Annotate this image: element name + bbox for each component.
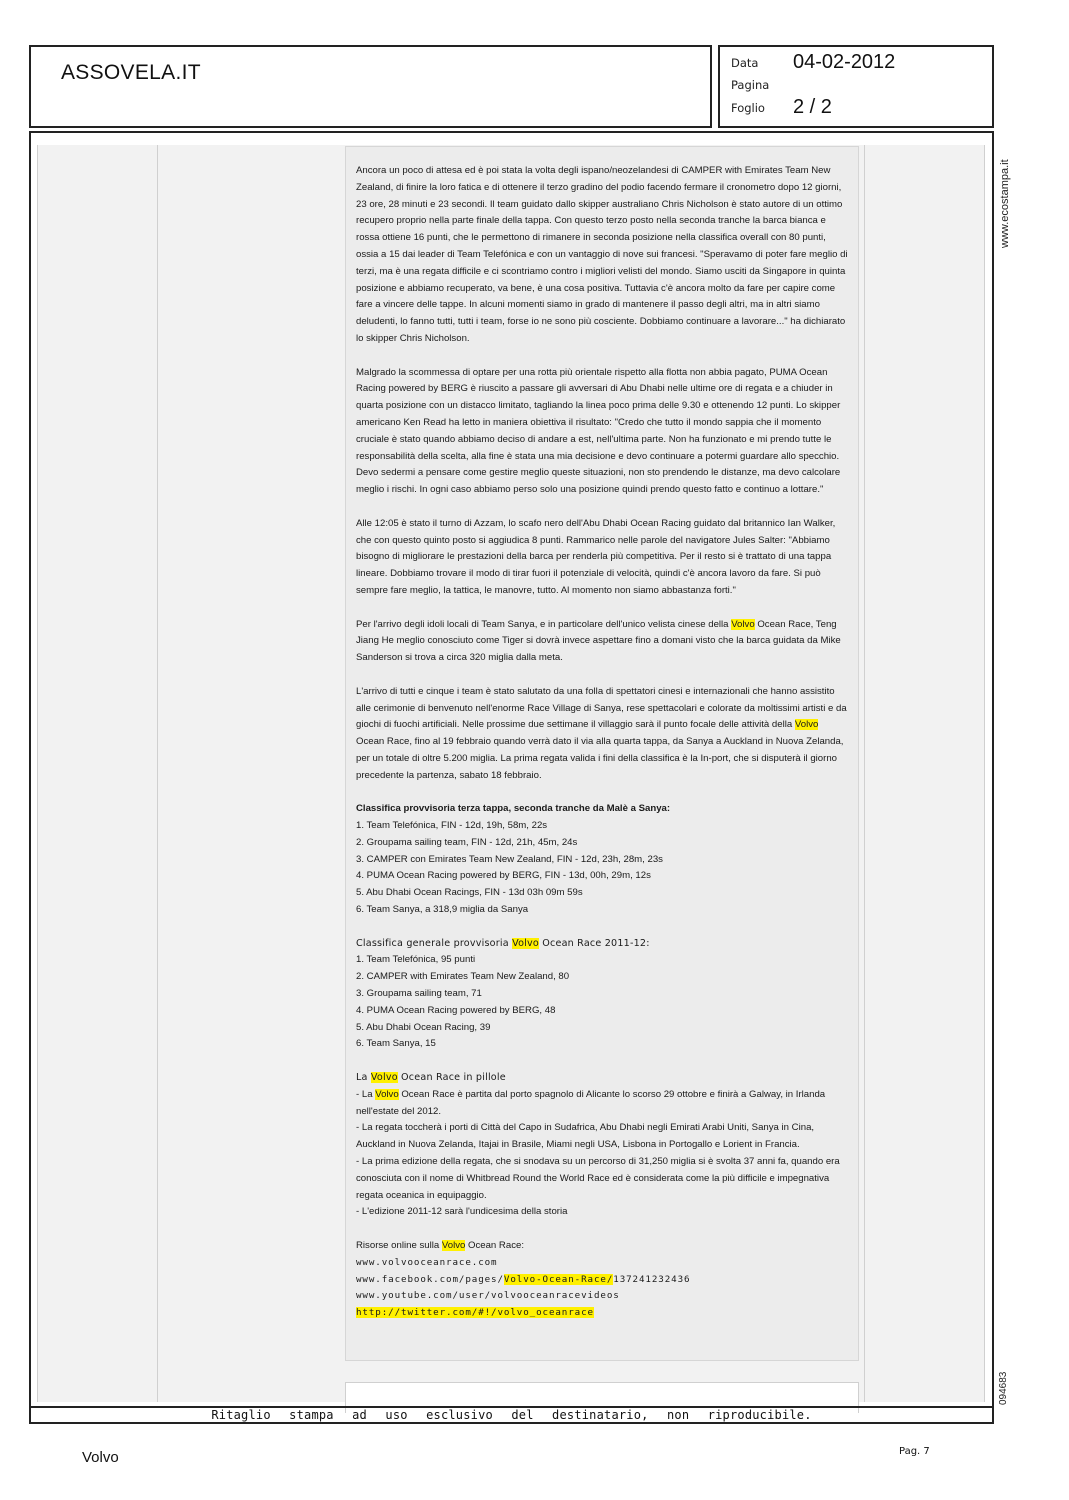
header-publisher-box: [29, 45, 712, 128]
text-segment: Classifica generale provvisoria: [356, 937, 513, 949]
fact-item: - L'edizione 2011-12 sarà l'undicesima della storia: [356, 1206, 568, 1218]
fact-item: - La prima edizione della regata, che si snodava su un percorso di 31,250 miglia si è svolta 37 anni fa, quando era conosciuta con il nome di Whitbread Round the World Race ed è considerata come la più difficile e impegnativa regata oceanica in equipaggio.: [356, 1156, 840, 1201]
ranking-item: 1. Team Telefónica, FIN - 12d, 19h, 58m, 22s: [356, 820, 548, 832]
column-divider: [37, 145, 38, 1402]
highlighted-keyword: Volvo-Ocean-Race/: [503, 1273, 614, 1285]
overall-ranking-title: [356, 938, 650, 949]
text-segment: Risorse online sulla: [356, 1240, 442, 1251]
article-paragraph: [356, 617, 848, 667]
ranking-item: 5. Abu Dhabi Ocean Racings, FIN - 13d 03h 09m 59s: [356, 887, 583, 899]
ranking-item: 6. Team Sanya, 15: [356, 1038, 436, 1050]
article-body: [356, 163, 848, 1339]
ranking-item: 4. PUMA Ocean Racing powered by BERG, 48: [356, 1004, 556, 1016]
url-link[interactable]: http://twitter.com/#!/volvo_oceanrace: [356, 1307, 594, 1319]
footer-keyword: Volvo: [82, 1449, 119, 1466]
ranking-item: 4. PUMA Ocean Racing powered by BERG, FIN - 13d, 00h, 29m, 12s: [356, 870, 651, 882]
ranking-item: 6. Team Sanya, a 318,9 miglia da Sanya: [356, 904, 529, 916]
ranking-item: 3. Groupama sailing team, 71: [356, 988, 482, 1000]
highlighted-keyword: Volvo: [375, 1088, 399, 1100]
text-segment: Ocean Race in pillole: [397, 1072, 506, 1084]
text-segment: Ocean Race:: [465, 1240, 524, 1251]
text-segment: - La: [356, 1088, 376, 1100]
text-segment: Ocean Race, fino al 19 febbraio quando verrà dato il via alla quarta tappa, da Sanya a Auckland in Nuova Zelanda, per un totale di oltre 5.200 miglia. La prima regata valida i fini della classifica è la In-port, che si disputerà il giorno precedente la partenza, sabato 18 febbraio.: [356, 736, 844, 781]
clipping-code: 094683: [998, 1371, 1009, 1405]
column-divider: [864, 145, 865, 1402]
url-link[interactable]: www.youtube.com/user/volvooceanracevideos: [356, 1290, 620, 1302]
highlighted-keyword: Volvo: [370, 1072, 398, 1084]
article-paragraph: Alle 12:05 è stato il turno di Azzam, lo scafo nero dell'Abu Dhabi Ocean Racing guidato dal britannico Ian Walker, che con questo quinto posto si aggiudica 8 punti. Rammarico nelle parole del navigatore Jules Salter: "Abbiamo bisogno di migliorare le prestazioni della barca per renderla più competitiva. Per il resto si è trattato di una tappa lineare. Dobbiamo trovare il modo di tirar fuori il potenziale di velocità, quindi c'è ancora lavoro da fare. Si può sempre fare meglio, la tattica, le manovre, tutto. Al momento non siamo abbastanza forti.": [356, 517, 836, 596]
url-link[interactable]: www.volvooceanrace.com: [356, 1256, 498, 1268]
ranking-item: 2. Groupama sailing team, FIN - 12d, 21h, 45m, 24s: [356, 836, 578, 848]
text-segment: Ocean Race 2011-12:: [539, 937, 650, 949]
text-segment: 137241232436: [613, 1273, 691, 1285]
ranking-item: 1. Team Telefónica, 95 punti: [356, 954, 476, 966]
ranking-item: 3. CAMPER con Emirates Team New Zealand, FIN - 12d, 23h, 28m, 23s: [356, 853, 663, 865]
highlighted-keyword: Volvo: [794, 719, 819, 731]
text-segment: www.facebook.com/pages/: [356, 1273, 504, 1285]
foglio-label: Foglio: [731, 101, 765, 115]
column-divider: [157, 145, 158, 1402]
online-resources: [356, 1238, 848, 1322]
ranking-item: 2. CAMPER with Emirates Team New Zealand, 80: [356, 971, 570, 983]
column-divider: [984, 145, 985, 1402]
disclaimer: Ritaglio stampa ad uso esclusivo del destinatario, non riproducibile.: [211, 1408, 812, 1422]
site-watermark: www.ecostampa.it: [999, 159, 1011, 248]
data-label: Data: [731, 56, 759, 70]
stage-ranking: [356, 801, 848, 919]
article-paragraph: Ancora un poco di attesa ed è poi stata la volta degli ispano/neozelandesi di CAMPER with Emirates Team New Zealand, di finire la loro fatica e di ottenere il terzo gradino del podio facendo fermare il cronometro dopo 12 giorni, 23 ore, 28 minuti e 23 secondi. Il team guidato dallo skipper australiano Chris Nicholson è stato autore di un ottimo recupero proprio nella parte finale della tappa. Con questo terzo posto nella seconda tranche la barca bianca e rossa ottiene 16 punti, che le permettono di rimanere in seconda posizione nella classifica overall con 80 punti, ossia a 15 dai leader di Team Telefónica e con un vantaggio di nove sui francesi. "Speravamo di poter fare meglio di terzi, ma è una regata difficile e ci scontriamo contro i migliori velisti del mondo. Siamo usciti da Singapore in quinta posizione e abbiamo recuperato, va bene, è una cosa positiva. Tuttavia c'è ancora molto da fare per capire come fare a vincere delle tappe. In alcuni momenti siamo in grado di mantenere il passo degli altri, ma in altri siamo deludenti, lo fanno tutti, tutti i team, forse io ne sono più cosciente. Dobbiamo continuare a lavorare..." ha dichiarato lo skipper Chris Nicholson.: [356, 165, 848, 344]
article-paragraph: [356, 684, 848, 785]
url-link[interactable]: [356, 1274, 690, 1285]
clipping-frame: [29, 131, 994, 1424]
foglio-value: 2 / 2: [793, 96, 832, 118]
page-number: Pag. 7: [899, 1446, 930, 1457]
article-paragraph: Malgrado la scommessa di optare per una rotta più orientale rispetto alla flotta non abbia pagato, PUMA Ocean Racing powered by BERG è riuscito a passare gli avversari di Abu Dhabi nelle ultime ore di regata e a chiuder in quarta posizione con un distacco limitato, tagliando la linea poco prima delle 9.30 e ottenendo 12 punti. Lo skipper americano Ken Read ha letto in maniera obiettiva il risultato: "Credo che tutto il mondo sappia che il momento cruciale è stato quando abbiamo deciso di andare a est, nell'ultima parte. Non ha funzionato e mi prendo tutte le responsabilità della scelta, alla fine è stata una mia decisione e devo continuare a potermi guardare allo specchio. Devo sedermi a pensare come gestire meglio queste situazioni, non sto prendendo le distanze, ma devo calcolare meglio i rischi. In ogni caso abbiamo perso solo una posizione quindi prendo questo fatto e continuo a lottare.": [356, 366, 841, 496]
highlighted-keyword: Volvo: [441, 1240, 466, 1251]
fact-item: Ocean Race è partita dal porto spagnolo di Alicante lo scorso 29 ottobre e finirà a Galway, in Irlanda nell'estate del 2012.: [356, 1088, 826, 1117]
text-segment: La: [356, 1072, 371, 1084]
pagina-label: Pagina: [731, 78, 770, 92]
highlighted-keyword: Volvo: [731, 618, 755, 630]
ranking-item: 5. Abu Dhabi Ocean Racing, 39: [356, 1021, 491, 1033]
facts-title: [356, 1072, 506, 1083]
stage-ranking-title: Classifica provvisoria terza tappa, seconda tranche da Malè a Sanya:: [356, 803, 671, 815]
web-page-capture: [37, 145, 985, 1402]
text-segment: L'arrivo di tutti e cinque i team è stato salutato da una folla di spettatori cinesi e internazionali che hanno assistito alle cerimonie di benvenuto nell'enorme Race Village di Sanya, rese spettacolari e colorate da moltissimi artisti e da giochi di fuochi artificiali. Nelle prossime due settimane il villaggio sarà il punto focale delle attività della: [356, 685, 847, 731]
text-segment: Per l'arrivo degli idoli locali di Team Sanya, e in particolare dell'unico velista cinese della: [356, 618, 732, 630]
fact-item: - La regata toccherà i porti di Città del Capo in Sudafrica, Abu Dhabi negli Emirati Arabi Uniti, Sanya in Cina, Auckland in Nuova Zelanda, Itajai in Brasile, Miami negli USA, Lisbona in Portogallo e Lorient in Francia.: [356, 1122, 815, 1151]
overall-ranking: [356, 936, 848, 1054]
publisher-name: ASSOVELA.IT: [61, 61, 201, 84]
data-value: 04-02-2012: [793, 51, 896, 73]
highlighted-keyword: Volvo: [512, 937, 539, 949]
text-segment: Ocean Race, Teng Jiang He meglio conosciuto come Tiger si dovrà invece aspettare fino a domani visto che la barca guidata da Mike Sanderson si trova a circa 320 miglia dalla meta.: [356, 618, 841, 664]
header-meta-box: [718, 45, 994, 128]
facts-section: [356, 1070, 848, 1221]
